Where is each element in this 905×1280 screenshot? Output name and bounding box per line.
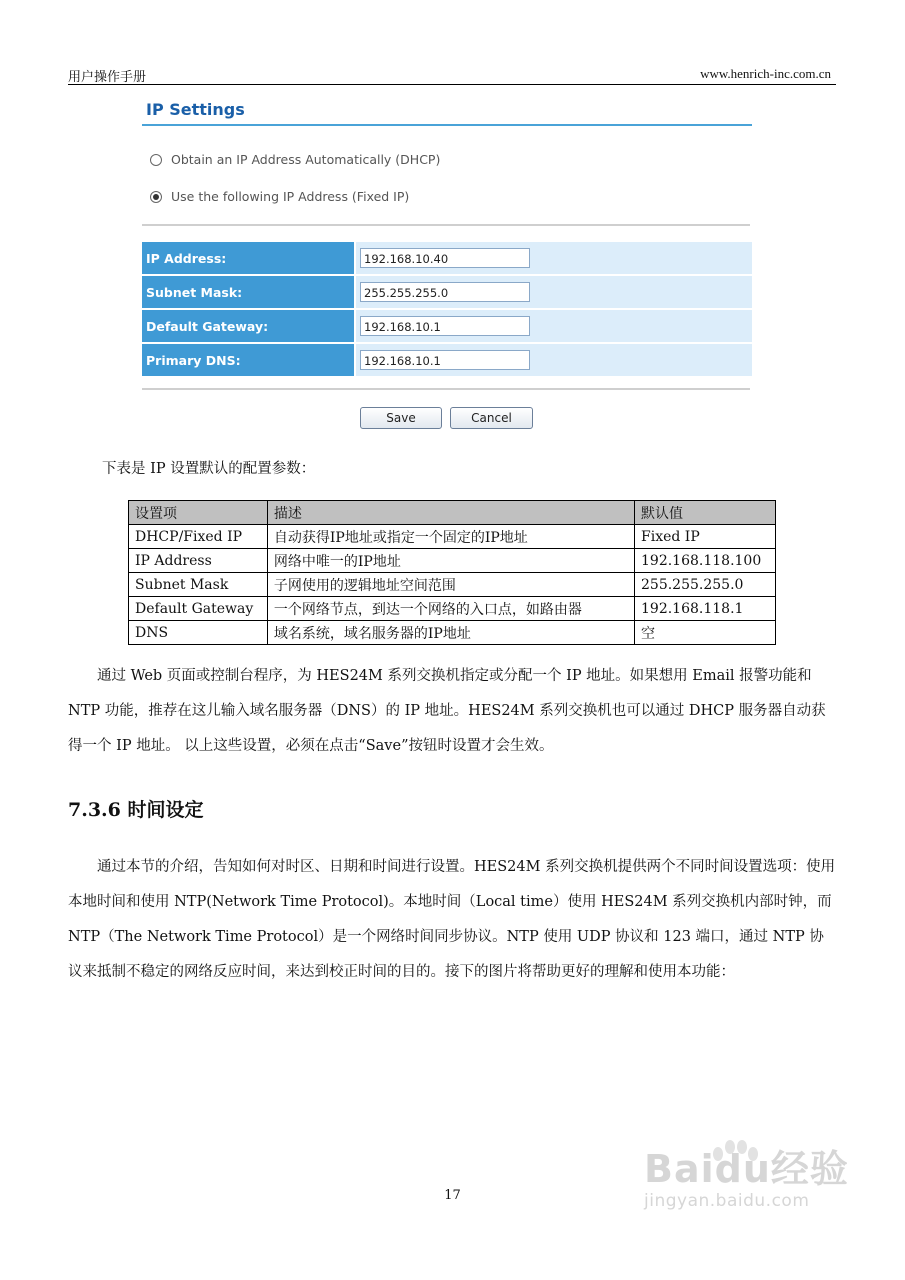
table-row xyxy=(129,597,776,621)
radio-dhcp-row[interactable] xyxy=(150,152,440,167)
default-gateway-input[interactable]: 192.168.10.1 xyxy=(360,316,530,336)
paragraph-ip-note: 通过 Web 页面或控制台程序，为 HES24M 系列交换机指定或分配一个 IP 地址。如果想用 Email 报警功能和 NTP 功能，推荐在这儿输入域名服务器（DNS）的 IP 地址。HES24M 系列交换机也可以通过 DHCP 服务器自动获得一个 IP 地址。 以上这些设置，必须在点击“Save”按钮时设置才会生效。 xyxy=(68,668,826,754)
default-gateway-label: Default Gateway: xyxy=(142,310,354,342)
subnet-mask-label: Subnet Mask: xyxy=(142,276,354,308)
title-rule xyxy=(142,124,752,126)
table-header: 设置项 xyxy=(129,501,268,525)
paragraph-time-settings: 通过本节的介绍，告知如何对时区、日期和时间进行设置。HES24M 系列交换机提供两个不同时间设置选项：使用本地时间和使用 NTP(Network Time Protocol)。本地时间（Local time）使用 HES24M 系列交换机内部时钟，而 NTP（The Network Time Protocol）是一个网络时间同步协议。NTP 使用 UDP 协议和 123 端口，通过 NTP 协议来抵制不稳定的网络反应时间，来达到校正时间的目的。接下的图片将帮助更好的理解和使用本功能： xyxy=(68,859,836,980)
table-cell: 网络中唯一的IP地址 xyxy=(267,549,634,573)
ip-address-input[interactable]: 192.168.10.40 xyxy=(360,248,530,268)
ip-settings-title: IP Settings xyxy=(146,100,245,119)
cancel-button[interactable]: Cancel xyxy=(450,407,533,429)
header-rule xyxy=(68,84,836,85)
ip-address-label: IP Address: xyxy=(142,242,354,274)
separator-top xyxy=(142,224,750,226)
table-header-row xyxy=(129,501,776,525)
radio-fixed[interactable] xyxy=(150,191,162,203)
section-title: 7.3.6 时间设定 xyxy=(68,799,204,821)
ip-settings-panel xyxy=(142,96,752,436)
default-params-table xyxy=(128,500,776,645)
table-cell: Subnet Mask xyxy=(129,573,268,597)
radio-dhcp-label: Obtain an IP Address Automatically (DHCP) xyxy=(171,152,441,167)
save-button[interactable]: Save xyxy=(360,407,442,429)
radio-fixed-label: Use the following IP Address (Fixed IP) xyxy=(171,189,410,204)
table-row xyxy=(129,549,776,573)
table-row xyxy=(129,621,776,645)
form-row-subnet-mask xyxy=(142,276,752,308)
table-cell: 192.168.118.100 xyxy=(635,549,776,573)
page-header-right: www.henrich-inc.com.cn xyxy=(700,66,831,81)
radio-fixed-row[interactable] xyxy=(150,189,409,204)
table-header: 描述 xyxy=(267,501,634,525)
default-gateway-cell xyxy=(356,310,752,342)
table-cell: 一个网络节点，到达一个网络的入口点，如路由器 xyxy=(267,597,634,621)
ip-form-table xyxy=(142,242,752,378)
table-cell: 子网使用的逻辑地址空间范围 xyxy=(267,573,634,597)
subnet-mask-cell xyxy=(356,276,752,308)
table-cell: DHCP/Fixed IP xyxy=(129,525,268,549)
primary-dns-label: Primary DNS: xyxy=(142,344,354,376)
primary-dns-cell xyxy=(356,344,752,376)
watermark-url: jingyan.baidu.com xyxy=(644,1191,810,1211)
table-cell: Fixed IP xyxy=(635,525,776,549)
table-cell: 域名系统，域名服务器的IP地址 xyxy=(267,621,634,645)
page-header-left: 用户操作手册 xyxy=(68,70,147,85)
subnet-mask-input[interactable]: 255.255.255.0 xyxy=(360,282,530,302)
page-number: 17 xyxy=(444,1188,461,1203)
table-cell: 255.255.255.0 xyxy=(635,573,776,597)
ip-address-cell xyxy=(356,242,752,274)
primary-dns-input[interactable]: 192.168.10.1 xyxy=(360,350,530,370)
table-cell: DNS xyxy=(129,621,268,645)
table-row xyxy=(129,525,776,549)
table-cell: IP Address xyxy=(129,549,268,573)
table-cell: 自动获得IP地址或指定一个固定的IP地址 xyxy=(267,525,634,549)
table-cell: Default Gateway xyxy=(129,597,268,621)
table-row xyxy=(129,573,776,597)
separator-bottom xyxy=(142,388,750,390)
baidu-watermark xyxy=(644,1138,849,1211)
table-header: 默认值 xyxy=(635,501,776,525)
radio-dhcp[interactable] xyxy=(150,154,162,166)
form-row-default-gateway xyxy=(142,310,752,342)
table-cell: 空 xyxy=(635,621,776,645)
table-intro: 下表是 IP 设置默认的配置参数： xyxy=(102,461,316,477)
form-row-ip-address xyxy=(142,242,752,274)
table-cell: 192.168.118.1 xyxy=(635,597,776,621)
watermark-main: Baidu经验 xyxy=(644,1147,849,1191)
form-row-primary-dns xyxy=(142,344,752,376)
